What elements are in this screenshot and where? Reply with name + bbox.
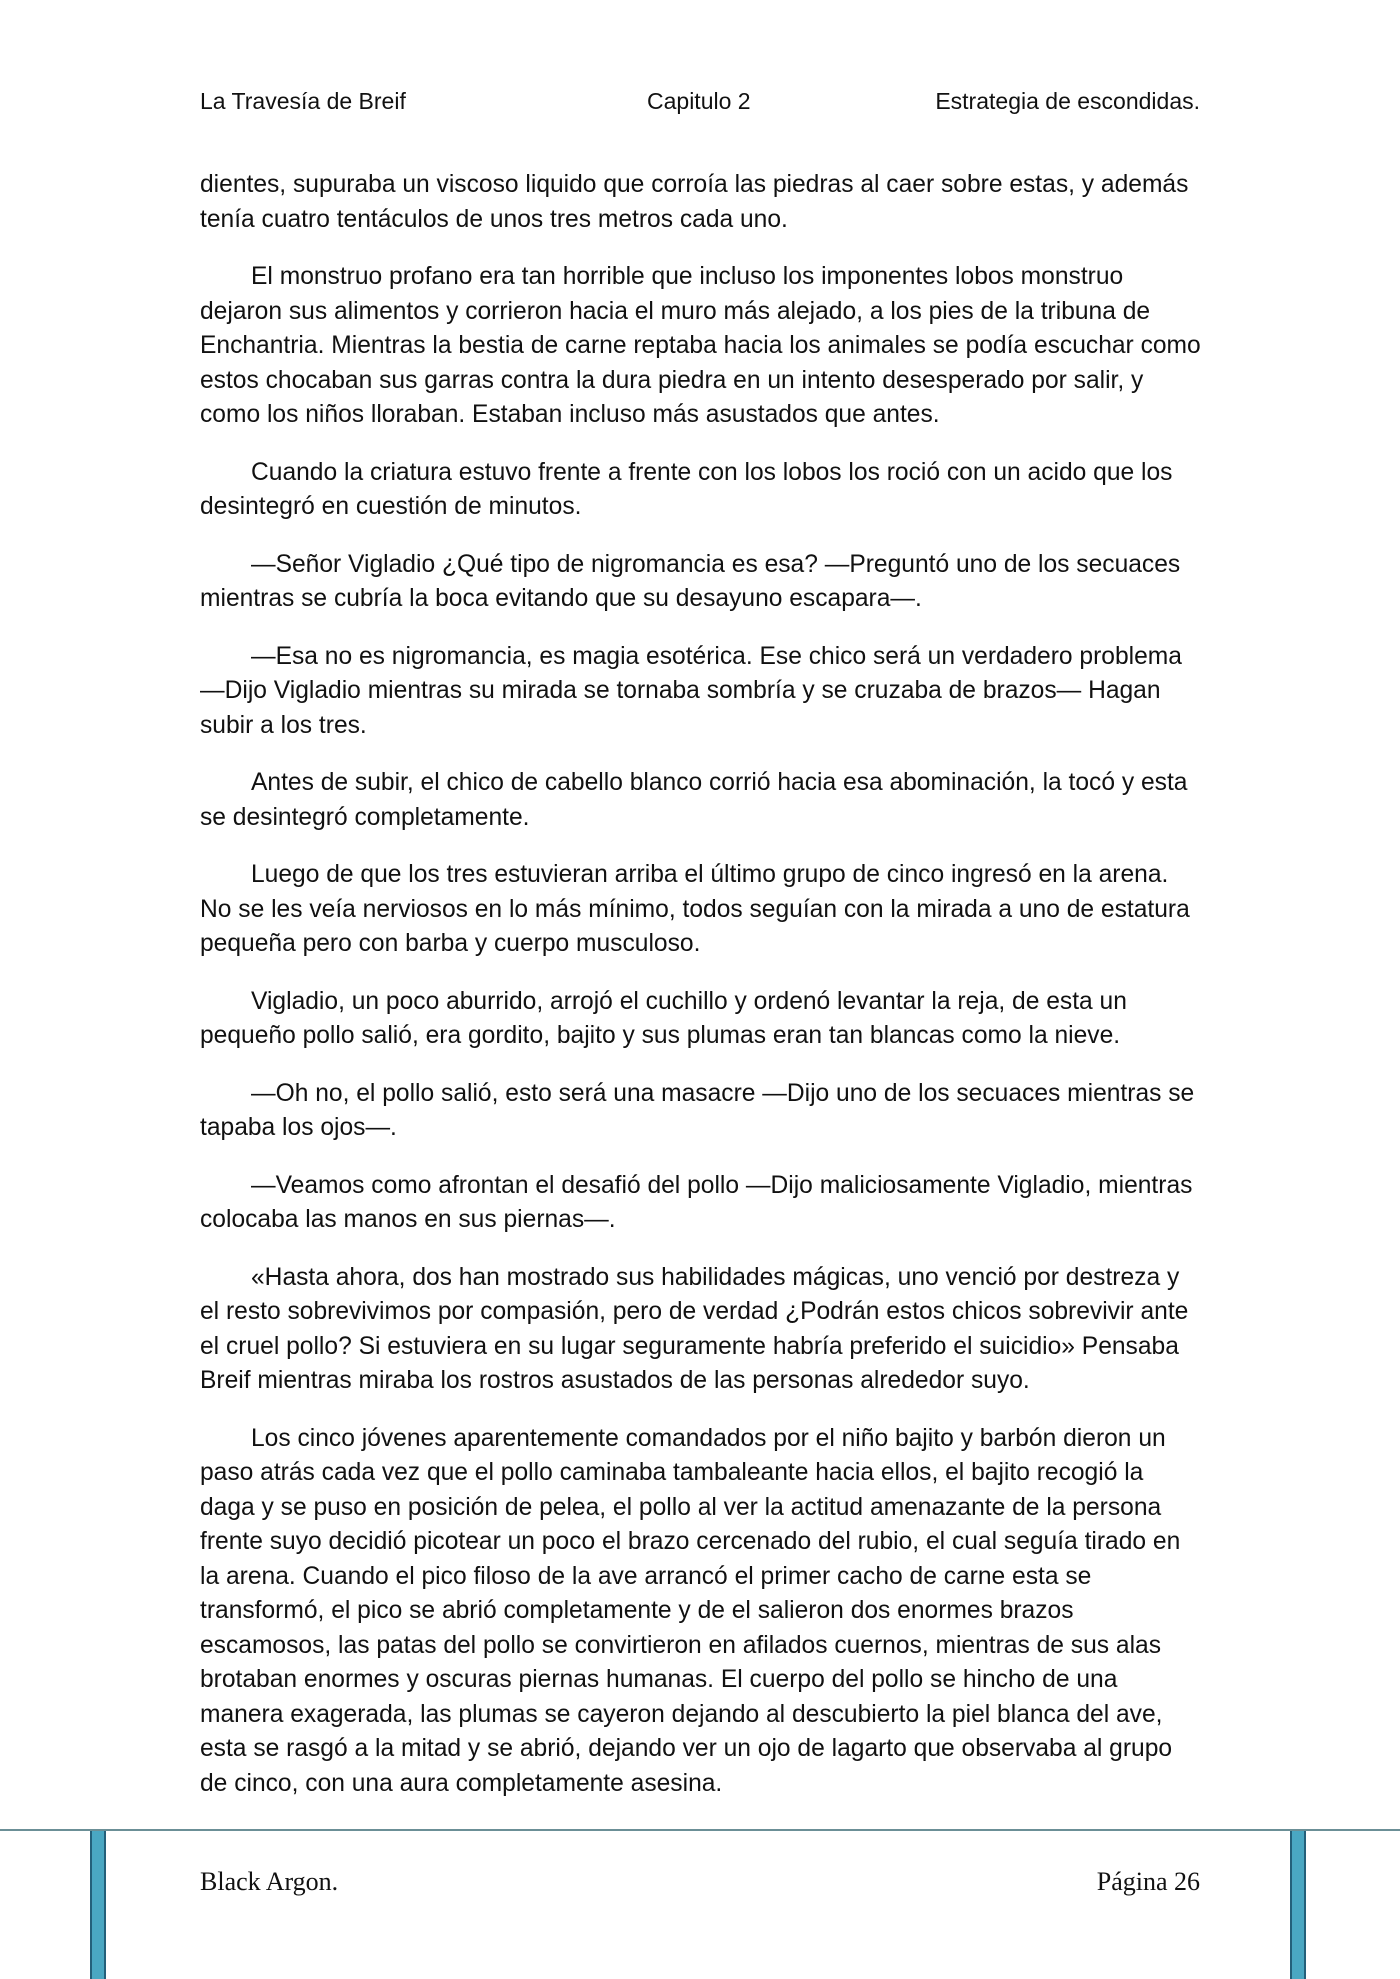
footer-right-bar (1290, 1831, 1306, 1979)
paragraph-5: —Esa no es nigromancia, es magia esotérica. Ese chico será un verdadero problema —Dijo Vigladio mientras su mirada se tornaba sombría y se cruzaba de brazos— Hagan subir a los tres. (200, 642, 1182, 739)
page-footer (200, 1862, 1200, 1902)
paragraph-8: Vigladio, un poco aburrido, arrojó el cuchillo y ordenó levantar la reja, de esta un pequeño pollo salió, era gordito, bajito y sus plumas eran tan blancas como la nieve. (200, 987, 1127, 1049)
paragraph-11: «Hasta ahora, dos han mostrado sus habilidades mágicas, uno venció por destreza y el resto sobrevivimos por compasión, pero de verdad ¿Podrán estos chicos sobrevivir ante el cruel pollo? Si estuviera en su lugar seguramente habría preferido el suicidio» Pensaba Breif mientras miraba los rostros asustados de las personas alrededor suyo. (200, 1263, 1189, 1394)
page-body (200, 168, 1204, 1824)
paragraph-6: Antes de subir, el chico de cabello blanco corrió hacia esa abominación, la tocó y esta se desintegró completamente. (200, 769, 1188, 831)
page-header (200, 84, 1200, 118)
paragraph-2: El monstruo profano era tan horrible que incluso los imponentes lobos monstruo dejaron sus alimentos y corrieron hacia el muro más alejado, a los pies de la tribuna de Enchantria. Mientras la bestia de carne reptaba hacia los animales se podía escuchar como estos chocaban sus garras contra la dura piedra en un intento desesperado por salir, y como los niños lloraban. Estaban incluso más asustados que antes. (200, 263, 1201, 428)
paragraph-3: Cuando la criatura estuvo frente a frente con los lobos los roció con un acido que los desintegró en cuestión de minutos. (200, 458, 1173, 520)
footer-page-number: Página 26 (1096, 1867, 1200, 1896)
paragraph-1: dientes, supuraba un viscoso liquido que corroía las piedras al caer sobre estas, y además tenía cuatro tentáculos de unos tres metros cada uno. (200, 171, 1189, 233)
paragraph-12: Los cinco jóvenes aparentemente comandados por el niño bajito y barbón dieron un paso atrás cada vez que el pollo caminaba tambaleante hacia ellos, el bajito recogió la daga y se puso en posición de pelea, el pollo al ver la actitud amenazante de la persona frente suyo decidió picotear un poco el brazo cercenado del rubio, el cual seguía tirado en la arena. Cuando el pico filoso de la ave arrancó el primer cacho de carne esta se transformó, el pico se abrió completamente y de el salieron dos enormes brazos escamosos, las patas del pollo se convirtieron en afilados cuernos, mientras de sus alas brotaban enormes y oscuras piernas humanas. El cuerpo del pollo se hincho de una manera exagerada, las plumas se cayeron dejando al descubierto la piel blanca del ave, esta se rasgó a la mitad y se abrió, dejando ver un ojo de lagarto que observaba al grupo de cinco, con una aura completamente asesina. (200, 1424, 1181, 1797)
paragraph-10: —Veamos como afrontan el desafió del pollo —Dijo maliciosamente Vigladio, mientras colocaba las manos en sus piernas—. (200, 1171, 1193, 1233)
footer-divider (0, 1829, 1400, 1831)
footer-left-bar (90, 1831, 106, 1979)
header-chapter: Capitulo 2 (647, 88, 751, 114)
footer-author: Black Argon. (200, 1867, 339, 1896)
paragraph-7: Luego de que los tres estuvieran arriba el último grupo de cinco ingresó en la arena. No se les veía nerviosos en lo más mínimo, todos seguían con la mirada a uno de estatura pequeña pero con barba y cuerpo musculoso. (200, 861, 1190, 957)
paragraph-9: —Oh no, el pollo salió, esto será una masacre —Dijo uno de los secuaces mientras se tapaba los ojos—. (200, 1079, 1195, 1141)
paragraph-4: —Señor Vigladio ¿Qué tipo de nigromancia es esa? —Preguntó uno de los secuaces mientras se cubría la boca evitando que su desayuno escapara—. (200, 550, 1181, 612)
header-chapter-title: Estrategia de escondidas. (935, 88, 1200, 114)
header-book-title: La Travesía de Breif (200, 88, 406, 114)
